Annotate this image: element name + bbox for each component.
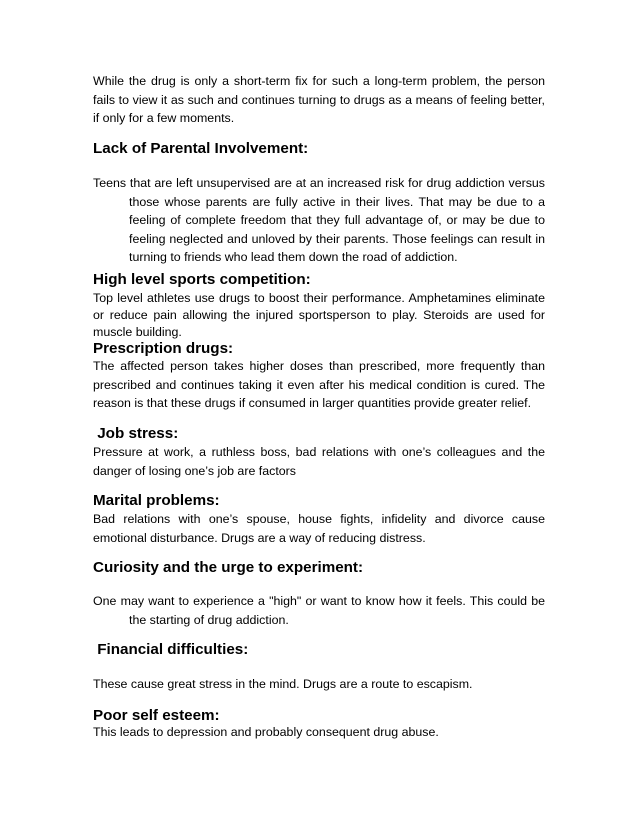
body-job-stress: Pressure at work, a ruthless boss, bad relations with one’s colleagues and the danger of losing one’s job are factors (93, 445, 545, 478)
section-heading (93, 558, 545, 577)
body-lack-of-parental-involvement: Teens that are left unsupervised are at an increased risk for drug addiction versus those whose parents are fully active in their lives. That may be due to a feeling of complete freedom that they full advantage of, or may be due to feeling neglected and unloved by their parents. Those feelings can result in turning to friends who lead them down the road of addiction. (93, 176, 545, 264)
body-poor-self-esteem: This leads to depression and probably consequent drug abuse. (93, 725, 439, 739)
intro-paragraph: While the drug is only a short-term fix for such a long-term problem, the person fails to view it as such and continues turning to drugs as a means of feeling better, if only for a few moments. (93, 74, 545, 125)
body-financial-difficulties: These cause great stress in the mind. Drugs are a route to escapism. (93, 677, 473, 691)
heading-prescription-drugs: Prescription drugs: (93, 340, 234, 357)
heading-job-stress: Job stress: (93, 425, 179, 442)
section-body (93, 723, 545, 742)
body-curiosity: One may want to experience a "high" or want to know how it feels. This could be the starting of drug addiction. (93, 594, 545, 627)
intro-paragraph-block (93, 72, 545, 128)
section-heading (93, 270, 545, 289)
section-heading (93, 424, 545, 443)
section-heading (93, 640, 545, 659)
section-heading (93, 339, 545, 358)
section-body (93, 510, 545, 547)
section-body (93, 443, 545, 480)
body-marital-problems: Bad relations with one’s spouse, house fights, infidelity and divorce cause emotional disturbance. Drugs are a way of reducing distress. (93, 512, 545, 545)
section-body (93, 174, 545, 267)
section-body (93, 675, 545, 694)
section-body (93, 357, 545, 413)
body-high-level-sports: Top level athletes use drugs to boost their performance. Amphetamines eliminate or reduce pain allowing the injured sportsperson to play. Steroids are used for muscle building. (93, 291, 545, 339)
section-body (93, 290, 545, 340)
heading-high-level-sports: High level sports competition: (93, 271, 311, 288)
section-heading (93, 491, 545, 510)
section-heading (93, 139, 545, 158)
section-body (93, 592, 545, 629)
body-prescription-drugs: The affected person takes higher doses than prescribed, more frequently than prescribed and continues taking it even after his medical condition is cured. The reason is that these drugs if consumed in larger quantities provide greater relief. (93, 359, 545, 410)
heading-lack-of-parental-involvement: Lack of Parental Involvement: (93, 140, 309, 157)
heading-marital-problems: Marital problems: (93, 492, 220, 509)
heading-financial-difficulties: Financial difficulties: (93, 641, 249, 658)
heading-poor-self-esteem: Poor self esteem: (93, 707, 220, 724)
heading-curiosity: Curiosity and the urge to experiment: (93, 559, 364, 576)
